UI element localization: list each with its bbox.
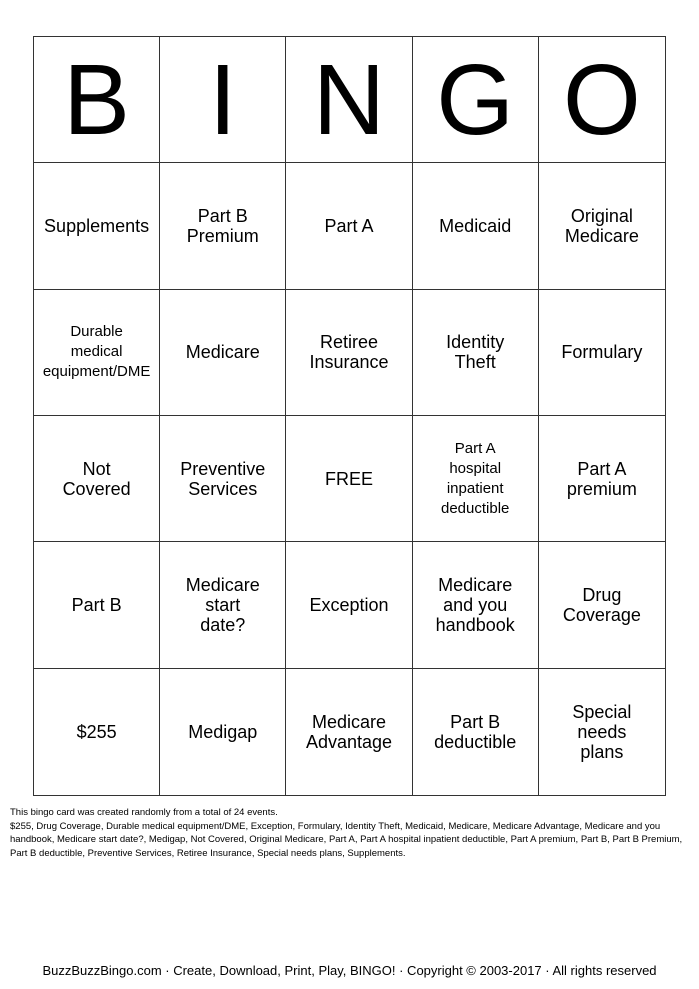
card-info bbox=[10, 806, 690, 860]
bingo-cell: Medicare Advantage bbox=[286, 669, 412, 795]
bingo-cell: $255 bbox=[34, 669, 160, 795]
bingo-cell: Supplements bbox=[34, 163, 160, 289]
header-letter-b: B bbox=[34, 37, 160, 163]
bingo-cell: Part B Premium bbox=[160, 163, 286, 289]
bingo-cell: Retiree Insurance bbox=[286, 290, 412, 416]
bingo-cell: Medicare bbox=[160, 290, 286, 416]
bingo-cell: Drug Coverage bbox=[539, 542, 665, 668]
header-letter-g: G bbox=[413, 37, 539, 163]
bingo-cell: Original Medicare bbox=[539, 163, 665, 289]
bingo-cell: Durable medical equipment/DME bbox=[34, 290, 160, 416]
header-letter-o: O bbox=[539, 37, 665, 163]
bingo-cell: Part B bbox=[34, 542, 160, 668]
bingo-cell: Identity Theft bbox=[413, 290, 539, 416]
bingo-cell: Medicaid bbox=[413, 163, 539, 289]
bingo-cell: Medicare start date? bbox=[160, 542, 286, 668]
bingo-card bbox=[33, 36, 666, 796]
card-summary: This bingo card was created randomly from a total of 24 events. bbox=[10, 807, 278, 818]
bingo-cell: Part A bbox=[286, 163, 412, 289]
bingo-cell: Medicare and you handbook bbox=[413, 542, 539, 668]
bingo-cell: Part A hospital inpatient deductible bbox=[413, 416, 539, 542]
bingo-cell: Exception bbox=[286, 542, 412, 668]
free-space-cell: FREE bbox=[286, 416, 412, 542]
bingo-cell: Formulary bbox=[539, 290, 665, 416]
event-list: $255, Drug Coverage, Durable medical equipment/DME, Exception, Formulary, Identity Theft, Medicaid, Medicare, Medicare Advantage, Medicare and you handbook, Medicare start date?, Medigap, Not Covered, Original Medicare, Part A, Part A hospital inpatient deductible, Part A premium, Part B, Part B Premium, Part B deductible, Preventive Services, Retiree Insurance, Special needs plans, Supplements. bbox=[10, 820, 683, 859]
header-letter-n: N bbox=[286, 37, 412, 163]
bingo-cell: Special needs plans bbox=[572, 701, 632, 762]
bingo-cell: Part A premium bbox=[539, 416, 665, 542]
bingo-cell: Part B deductible bbox=[413, 669, 539, 795]
bingo-cell: Not Covered bbox=[34, 416, 160, 542]
header-letter-i: I bbox=[160, 37, 286, 163]
bingo-cell: Preventive Services bbox=[160, 416, 286, 542]
bingo-cell: Medigap bbox=[160, 669, 286, 795]
copyright-line: BuzzBuzzBingo.com · Create, Download, Print, Play, BINGO! · Copyright © 2003-2017 · All rights reserved bbox=[42, 963, 657, 978]
